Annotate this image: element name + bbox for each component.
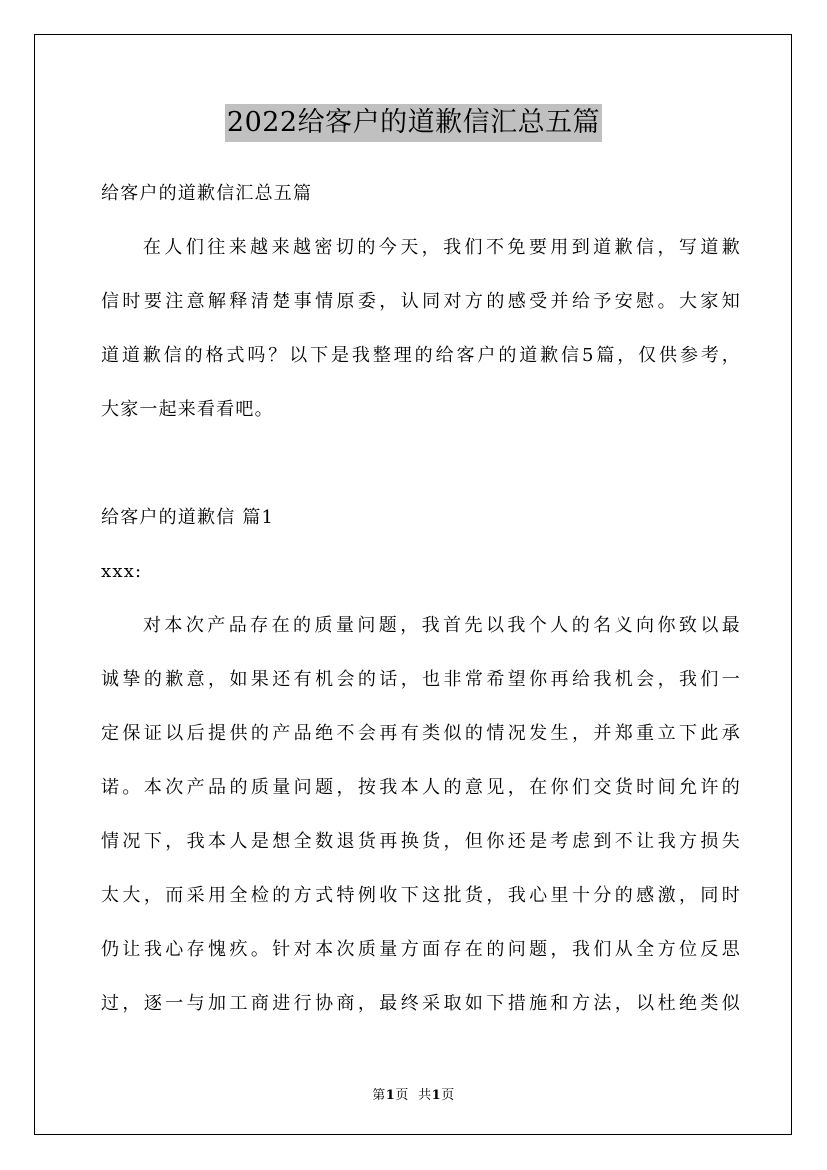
body-line: 定保证以后提供的产品绝不会再有类似的情况发生，并郑重立下此承 [101,723,741,744]
section-heading: 给客户的道歉信 篇1 [101,507,275,528]
intro-line: 大家一起来看看吧。 [101,399,274,420]
body-line: 情况下，我本人是想全数退货再换货，但你还是考虑到不让我方损失 [101,831,741,852]
page-footer [0,1084,827,1103]
intro-line: 信时要注意解释清楚事情原委，认同对方的感受并给予安慰。大家知 [101,291,741,312]
document-title: 2022给客户的道歉信汇总五篇 [225,104,602,142]
paragraph-gap [101,446,741,500]
salutation: xxx: [101,561,143,582]
intro-line: 在人们往来越来越密切的今天，我们不免要用到道歉信，写道歉 [143,237,741,258]
document-body [101,176,741,1040]
body-line: 过，逐一与加工商进行协商，最终采取如下措施和方法，以杜绝类似 [101,993,741,1014]
total-prefix: 共 [418,1088,432,1103]
body-line: 仍让我心存愧疚。针对本次质量方面存在的问题，我们从全方位反思 [101,939,741,960]
title-container [0,104,827,142]
body-line: 太大，而采用全检的方式特例收下这批货，我心里十分的感激，同时 [101,885,741,906]
page-prefix: 第 [372,1088,386,1103]
intro-line: 道道歉信的格式吗？以下是我整理的给客户的道歉信5篇，仅供参考， [101,345,741,366]
document-subtitle: 给客户的道歉信汇总五篇 [101,183,313,204]
total-unit: 页 [441,1088,455,1103]
body-line: 对本次产品存在的质量问题，我首先以我个人的名义向你致以最 [143,615,741,636]
body-line: 诺。本次产品的质量问题，按我本人的意见，在你们交货时间允许的 [101,777,741,798]
page-unit: 页 [395,1088,409,1103]
body-line: 诚挚的歉意，如果还有机会的话，也非常希望你再给我机会，我们一 [101,669,741,690]
total-pages: 1 [431,1088,442,1103]
page-number: 1 [385,1088,396,1103]
